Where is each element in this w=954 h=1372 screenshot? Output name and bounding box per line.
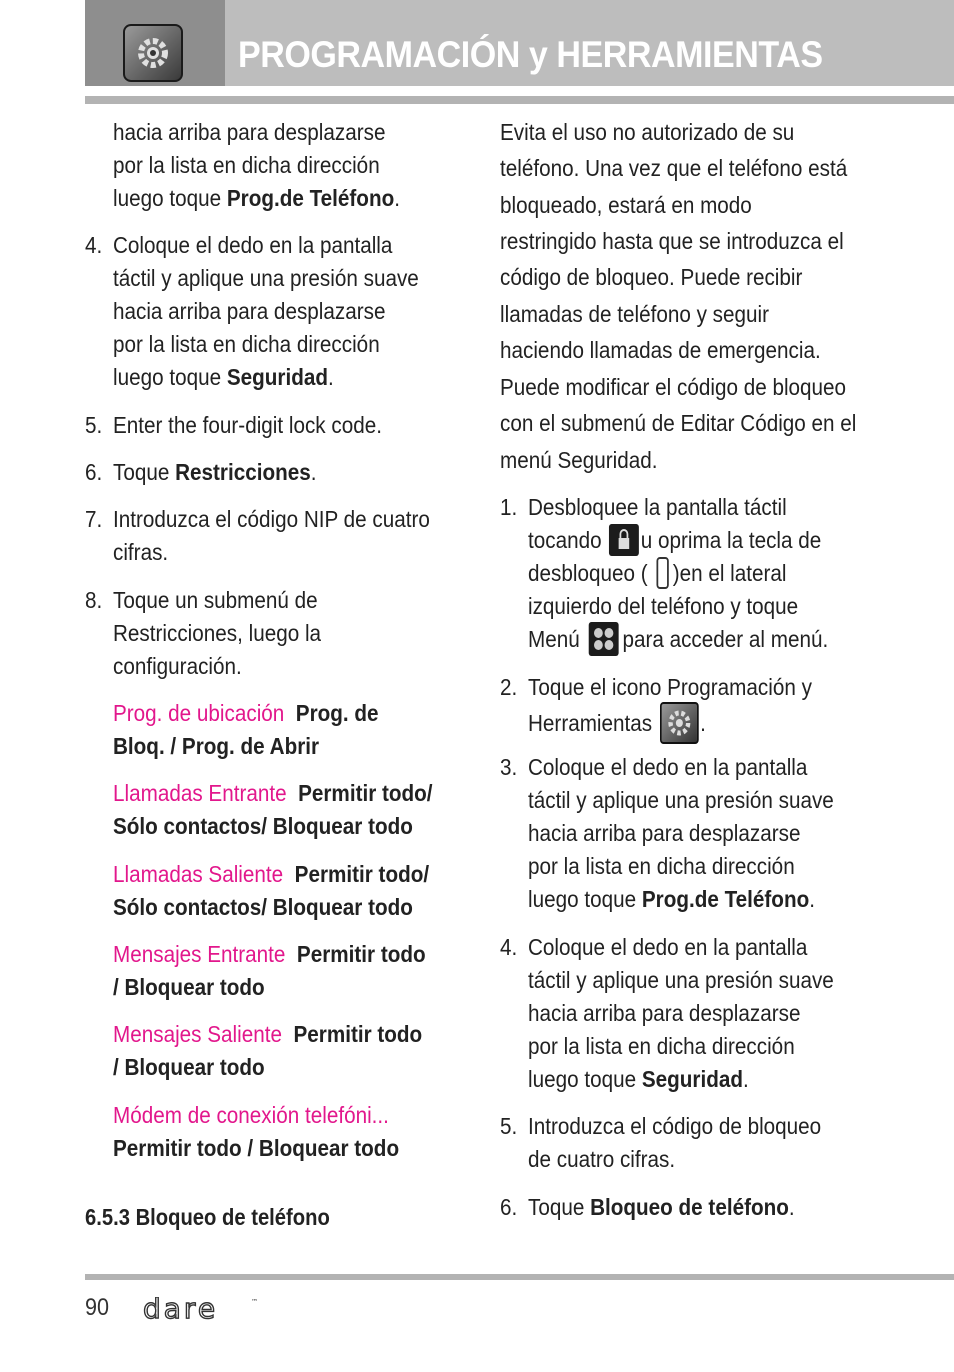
svg-text:™: ™ [251, 1298, 258, 1306]
body-line: Toque un submenú de [113, 587, 318, 613]
option-item: Llamadas Saliente Permitir todo/ [113, 861, 430, 887]
body-line: bloqueado, estará en modo [500, 192, 752, 218]
option-value: Sólo contactos/ Bloquear todo [113, 813, 413, 839]
body-line: tocando u oprima la tecla de [528, 524, 821, 558]
body-line: con el submenú de Editar Código en el [500, 410, 857, 436]
step-number: 7. [85, 506, 103, 532]
lock-icon [609, 524, 639, 556]
page-title: PROGRAMACIÓN y HERRAMIENTAS [238, 34, 823, 75]
body-line: teléfono. Una vez que el teléfono está [500, 155, 848, 181]
body-line: táctil y aplique una presión suave [528, 967, 834, 993]
body-line: menú Seguridad. [500, 447, 658, 473]
option-item: Mensajes Saliente Permitir todo [113, 1021, 423, 1047]
body-line: luego toque Prog.de Teléfono. [528, 886, 815, 912]
body-line: luego toque Seguridad. [528, 1066, 749, 1092]
body-line: Puede modificar el código de bloqueo [500, 374, 847, 400]
body-line: hacia arriba para desplazarse [528, 1000, 801, 1026]
body-line: hacia arriba para desplazarse [113, 298, 386, 324]
body-line: táctil y aplique una presión suave [528, 787, 834, 813]
option-value: Sólo contactos/ Bloquear todo [113, 894, 413, 920]
body-line: por la lista en dicha dirección [528, 1033, 795, 1059]
body-line: izquierdo del teléfono y toque [528, 593, 799, 619]
step-number: 8. [85, 587, 103, 613]
option-item: Prog. de ubicación Prog. de [113, 700, 379, 726]
step-number: 6. [85, 459, 103, 485]
option-value: Bloq. / Prog. de Abrir [113, 733, 320, 759]
body-line: Enter the four-digit lock code. [113, 412, 382, 438]
svg-text:dare: dare [143, 1297, 219, 1323]
step-number: 3. [500, 754, 518, 780]
brand-logo [143, 1297, 258, 1328]
body-line: Coloque el dedo en la pantalla [528, 754, 808, 780]
step-number: 6. [500, 1194, 518, 1220]
body-line: Desbloquee la pantalla táctil [528, 494, 787, 520]
body-line: Herramientas . [528, 704, 706, 746]
settings-tools-icon [660, 702, 699, 744]
body-line: desbloqueo ( )en el lateral [528, 557, 787, 591]
step-number: 2. [500, 674, 518, 700]
body-line: código de bloqueo. Puede recibir [500, 264, 803, 290]
body-line: Toque Bloqueo de teléfono. [528, 1194, 795, 1220]
option-item: Mensajes Entrante Permitir todo [113, 941, 426, 967]
body-line: Introduzca el código NIP de cuatro [113, 506, 430, 532]
option-item: Llamadas Entrante Permitir todo/ [113, 780, 433, 806]
step-number: 4. [85, 232, 103, 258]
body-line: Introduzca el código de bloqueo [528, 1113, 822, 1139]
unlock-key-icon [657, 557, 669, 589]
body-line: por la lista en dicha dirección [528, 853, 795, 879]
step-number: 4. [500, 934, 518, 960]
body-line: por la lista en dicha dirección [113, 331, 380, 357]
body-line: por la lista en dicha dirección [113, 152, 380, 178]
body-line: Coloque el dedo en la pantalla [113, 232, 393, 258]
body-line: cifras. [113, 539, 169, 565]
body-line: restringido hasta que se introduzca el [500, 228, 844, 254]
body-line: hacia arriba para desplazarse [113, 119, 386, 145]
body-line: Coloque el dedo en la pantalla [528, 934, 808, 960]
option-item: Módem de conexión telefóni... [113, 1102, 389, 1128]
option-value: / Bloquear todo [113, 974, 265, 1000]
settings-gear-icon [123, 24, 183, 82]
body-line: llamadas de teléfono y seguir [500, 301, 770, 327]
body-line: Restricciones, luego la [113, 620, 322, 646]
menu-icon [589, 622, 619, 656]
body-line: Toque Restricciones. [113, 459, 317, 485]
body-line: de cuatro cifras. [528, 1146, 676, 1172]
body-line: táctil y aplique una presión suave [113, 265, 419, 291]
header-divider [85, 96, 954, 104]
body-line: luego toque Seguridad. [113, 364, 334, 390]
body-line: luego toque Prog.de Teléfono. [113, 185, 400, 211]
option-value: / Bloquear todo [113, 1054, 265, 1080]
step-number: 5. [500, 1113, 518, 1139]
option-value: Permitir todo / Bloquear todo [113, 1135, 400, 1161]
body-line: Menú para acceder al menú. [528, 623, 828, 658]
section-heading: 6.5.3 Bloqueo de teléfono [85, 1204, 330, 1230]
footer-divider [85, 1274, 954, 1280]
step-number: 5. [85, 412, 103, 438]
step-number: 1. [500, 494, 518, 520]
body-line: haciendo llamadas de emergencia. [500, 337, 821, 363]
page-number: 90 [85, 1294, 110, 1321]
body-line: hacia arriba para desplazarse [528, 820, 801, 846]
body-line: configuración. [113, 653, 242, 679]
body-line: Evita el uso no autorizado de su [500, 119, 795, 145]
body-line: Toque el icono Programación y [528, 674, 812, 700]
